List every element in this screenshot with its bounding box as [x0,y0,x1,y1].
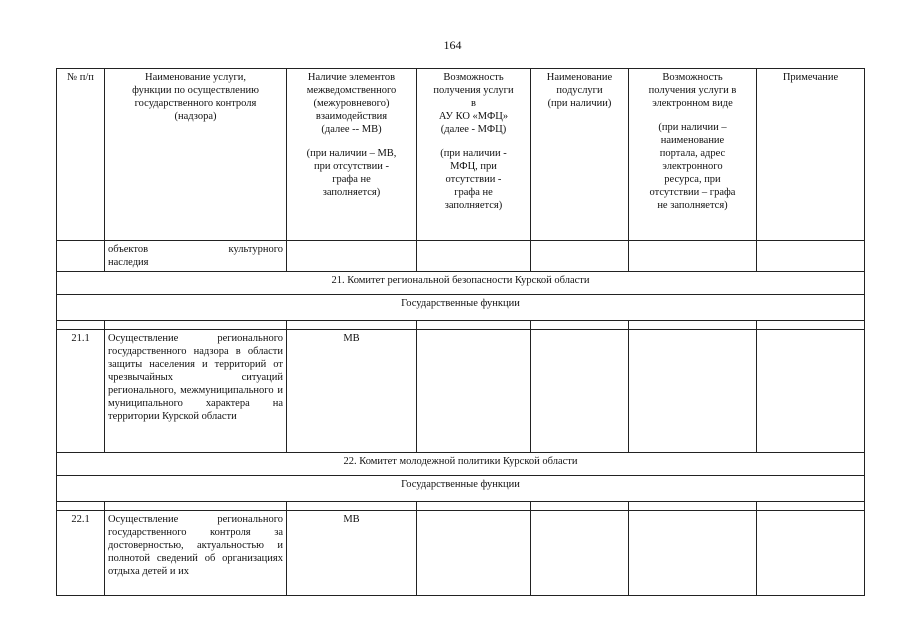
spacer-row [57,321,865,330]
spacer-row [57,502,865,511]
table-header-row [57,69,865,241]
cell-mfc [417,330,531,453]
cell-note [757,330,865,453]
section-title-21: 21. Комитет региональной безопасности Курской области [57,272,865,295]
cell-service-name: объектов культурного наследия [105,241,287,272]
cell-num: 21.1 [57,330,105,453]
cell-num [57,241,105,272]
cell-subservice [531,241,629,272]
header-service-name: Наименование услуги, функции по осуществлению государственного контроля (надзора) [105,69,287,241]
page-number: 164 [443,38,462,52]
cell-subservice [531,330,629,453]
section-subtitle-row [57,476,865,502]
section-subtitle-row [57,295,865,321]
header-interagency-interaction: Наличие элементов межведомственного (межуровневого) взаимодействия (далее -- МВ) (при наличии – МВ, при отсутствии - графа не заполняется) [287,69,417,241]
header-mfc-availability: Возможность получения услуги в АУ КО «МФЦ» (далее - МФЦ) (при наличии - МФЦ, при отсутствии - графа не заполняется) [417,69,531,241]
cell-note [757,511,865,596]
cell-note [757,241,865,272]
table-row-21-1 [57,330,865,453]
header-subservice: Наименование подуслуги (при наличии) [531,69,629,241]
cell-electronic [629,330,757,453]
table-row-continuation [57,241,865,272]
services-registry-table [56,68,865,596]
cell-service-name: Осуществление регионального государственного надзора в области защиты населения и территорий от чрезвычайных ситуаций регионального, межмуниципального и муниципального характера на территории Курской области [105,330,287,453]
cell-mv [287,241,417,272]
cell-subservice [531,511,629,596]
cell-mv: МВ [287,511,417,596]
section-title-row [57,272,865,295]
header-electronic-availability: Возможность получения услуги в электронном виде (при наличии – наименование портала, адрес электронного ресурса, при отсутствии – графа не заполняется) [629,69,757,241]
cell-electronic [629,241,757,272]
cell-num: 22.1 [57,511,105,596]
cell-mv: МВ [287,330,417,453]
section-title-row [57,453,865,476]
header-num: № п/п [57,69,105,241]
cell-electronic [629,511,757,596]
table-row-22-1 [57,511,865,596]
section-subtitle-22: Государственные функции [57,476,865,502]
section-subtitle-21: Государственные функции [57,295,865,321]
cell-mfc [417,511,531,596]
cell-service-name: Осуществление регионального государственного контроля за достоверностью, актуальностью и полнотой сведений об организациях отдыха детей и их [105,511,287,596]
header-note: Примечание [757,69,865,241]
cell-mfc [417,241,531,272]
section-title-22: 22. Комитет молодежной политики Курской области [57,453,865,476]
